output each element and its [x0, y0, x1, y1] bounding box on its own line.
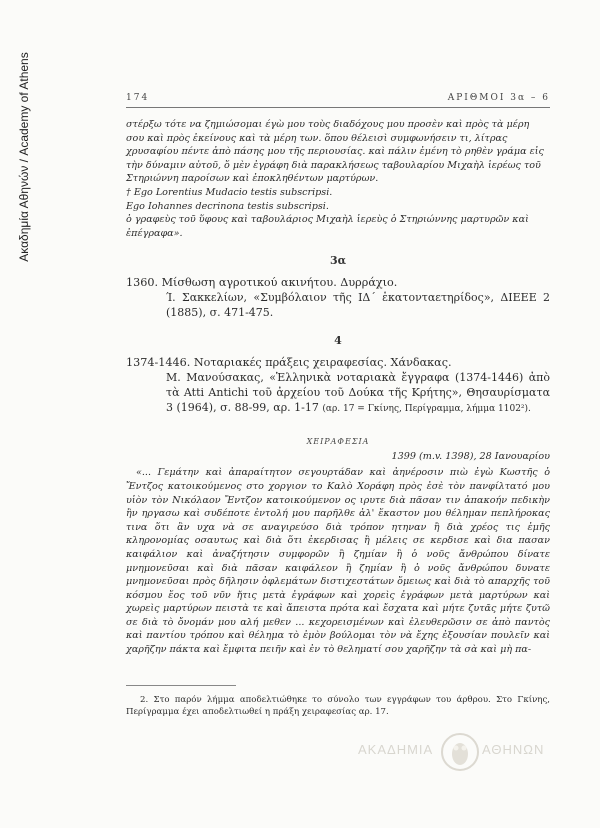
document-text: «... Γεμάτην καὶ ἀπαραίτητον σεγουρτάδαν καὶ ἀηνέροσιν πιὼ ἐγὼ Κωστῆς ὁ Ἔντζος κατοικούμενος στο χοργιον το Καλὸ Χοράφη πρὸς ἐσὲ τὸν πανφίλτατό μου υἱὸν τὸν Νικόλαον Ἔντζον κατοικούμενον ος ιρυτε διὰ πᾶσαν τιν ἀπακοήν πεδικὴν ἢν ηργασω καὶ συδέποτε ἐντολή μου παρῆλθε ἀλ' ἕκαστον μου θέλημαν πεπλήροκας τινα ὅτι ἂν υχα νὰ σε αναγιρεύσο διὰ τρόπον ητηναν ἢ διὰ χρέος τις ἐμῆς κληρονομίας οσαυτως καὶ διὰ ὅτι ἐκερδισας ἢ μέλεις σε κερδισε καὶ δια πασαν καιφάλιον καὶ ἀναζήτησιν συμφορῶν ἢ ζημίαν ἢ ὁ νοῦς ἄνθρώπου δίνατε μνημονεῦσαι καὶ διὰ πᾶσαν καιφάλεον ἢ ζημίαν ἢ ὁ νοῦς ἄνθρώπου δυνατε μνημονεῦσαι πρὸς δῆλησιν ὀφλεμάτων διστιχεστάτων ὅμειως καὶ διὰ τὸ απαρχῆς τοῦ κόσμου ἕος τοῦ νῦν ἤτις μετὰ ἐγράφων καὶ χορεὶς ἐγράφων μετὰ μαρτύρων καὶ χωρεὶς μαρτύρων πειστὰ τε καὶ ἄπειστα πρότα καὶ ἔσχατα καὶ μήτε ζυτᾶς μήτε ζυτῶ σε διὰ τὸ ὄνομάν μου αλή μεθεν ... κεχορεισμένων καὶ ἐλευθερῶσιν σε ἀπὸ παντὸς καὶ παντίου τρόπου καὶ θέλημα τὸ ἐμὸν βούλομαι τὸν νὰ ἔχης ἐξουσίαν πουλεῖν καὶ χαρῆζην πάκτα καὶ ἔμφιτα πειῆν καὶ ἐν τὸ θεληματί σου χαρῆζην τὰ σὰ καὶ μὴ πα- [126, 467, 550, 656]
section-number: 3α [329, 254, 347, 268]
header-rule [126, 107, 550, 108]
running-head: ΑΡΙΘΜΟΙ 3α – 6 [447, 93, 550, 103]
entry-reference: Ί. Σακκελίων, «Συμβόλαιον τῆς ΙΔ΄ ἑκατονταετηρίδος», ΔΙΕΕΕ 2 (1885), σ. 471-475. [166, 291, 550, 320]
page [126, 93, 550, 719]
owl-emblem-icon [440, 728, 480, 776]
running-header [126, 93, 550, 103]
footnote: 2. Στο παρόν λήμμα αποδελτιώθηκε το σύνολο των εγγράφων του άρθρου. Στο Γκίνης, Περίγραμμα έχει αποδελτιωθεί η πράξη χειραφεσίας αρ. 17. [126, 694, 550, 718]
document-kind: ΧΕΙΡΑΦΕΣΙΑ [306, 437, 370, 447]
watermark [358, 728, 558, 788]
page-number: 174 [126, 93, 150, 103]
entry-reference-main: Μ. Μανούσακας, «Ἑλληνικὰ νοταριακὰ ἔγγραφα (1374-1446) ἀπὸ τὰ Atti Antichi τοῦ ἀρχείου τοῦ Δούκα τῆς Κρήτης», Θησαυρίσματα 3 (1964), σ. 88-99, αρ. 1-17 [166, 371, 550, 415]
side-label [14, 10, 34, 310]
entry-title: 1374-1446. Νοταριακές πράξεις χειραφεσίας. Χάνδακας. [126, 356, 452, 370]
entry-reference-note: (αρ. 17 = Γκίνης, Περίγραμμα, λήμμα 1102²). [322, 404, 531, 415]
entry-title: 1360. Μίσθωση αγροτικού ακινήτου. Δυρράχιο. [126, 276, 398, 290]
watermark-left: ΑΚΑΔΗΜΙΑ [358, 742, 434, 757]
watermark-right: ΑΘΗΝΩΝ [482, 742, 545, 757]
side-label-text: Ακαδημία Αθηνών / Academy of Athens [17, 52, 31, 262]
prev-entry-text: στέρξω τότε να ζημιώσομαι έγὼ μου τοὺς διαδόχους μου προσὲν καὶ πρὸς τὰ μέρη σου καὶ πρὸς ἐκείνους καὶ τὰ μέρη των. ὅπου θέλεισὶ συμφωνήσειν τι, λίτρας χρυσαφίου πέντε ἀπὸ πάσης μου τῆς περιουσίας. καὶ πάλιν ἐμένη τὸ ρηθὲν γράμα εἰς τὴν δύναμιν αὐτοῦ, ὅ μὲν ἐγράφη διὰ παρακλήσεως ταβουλαρίου Μιχαὴλ ἱερέως τοῦ Στηριώννη παροίσων καὶ ἐποκληθέντων μαρτύρων. [126, 119, 544, 185]
signature-1: † Ego Lorentius Mudacio testis subscripsi. [126, 186, 333, 198]
footnote-rule [126, 685, 236, 686]
document-date: 1399 (m.v. 1398), 28 Ιανουαρίου [391, 451, 550, 463]
entry-reference [126, 370, 550, 417]
signature-2: Ego Iohannes decrinona testis subscripsi. [126, 200, 329, 212]
prev-closing: ὁ γραφεὺς τοῦ ὕφους καὶ ταβουλάριος Μιχαὴλ ἱερεὺς ὁ Στηριώννης μαρτυρῶν καὶ ἐπέγραφα». [126, 214, 529, 239]
section-number: 4 [334, 334, 342, 348]
